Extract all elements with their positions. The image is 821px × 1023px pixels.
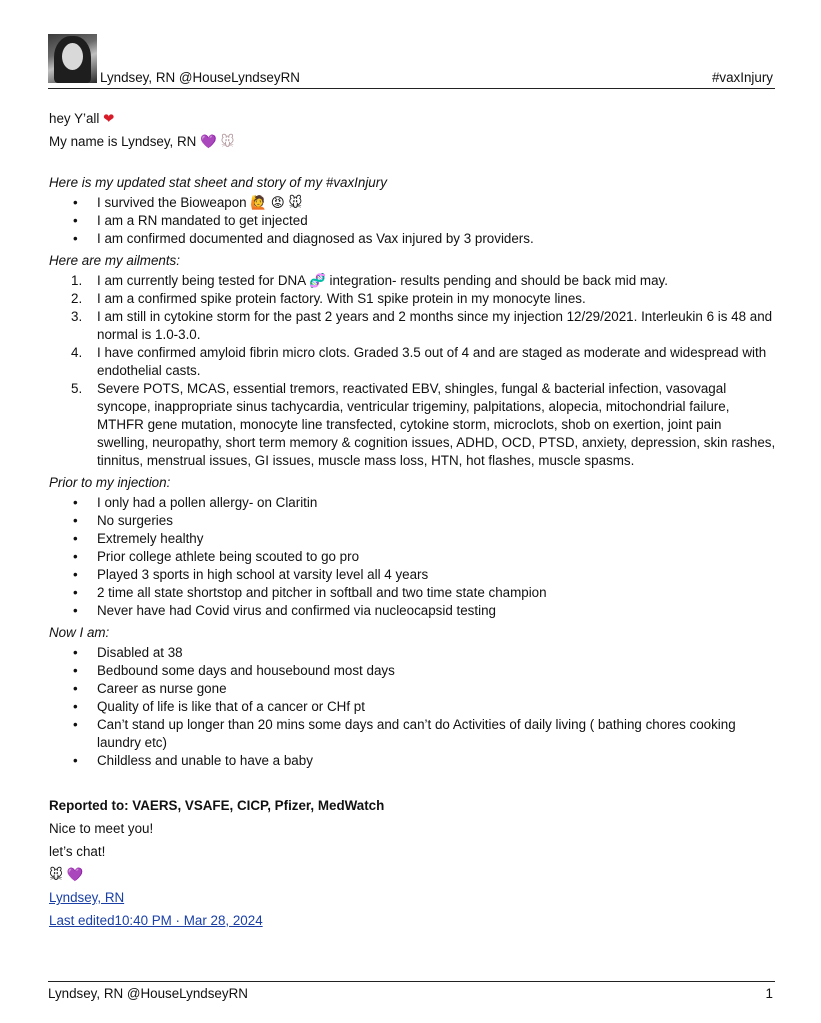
greeting-line: [49, 110, 776, 128]
header-hashtag: #vaxInjury: [711, 70, 773, 85]
list-item: [49, 584, 776, 602]
list-item: [49, 548, 776, 566]
list-item-text: I am a RN mandated to get injected: [97, 213, 308, 228]
numbered-item: [49, 380, 776, 470]
mouse-icon: 🐭: [220, 134, 235, 149]
bullet-icon: •: [73, 603, 78, 618]
prior-heading: Prior to my injection:: [49, 475, 171, 490]
list-item: [49, 602, 776, 620]
list-item: [49, 194, 776, 212]
list-item-text: 2 time all state shortstop and pitcher in softball and two time state champion: [97, 585, 547, 600]
name-line: [49, 133, 776, 151]
bullet-icon: •: [73, 231, 78, 246]
numbered-item: [49, 308, 776, 344]
ailments-list: [49, 272, 776, 470]
list-item: [49, 512, 776, 530]
sign-emoji-icon: 🐭 💜: [49, 867, 84, 882]
list-item: [49, 644, 776, 662]
list-item: [49, 530, 776, 548]
item-number: 5.: [71, 381, 83, 396]
emoji-group-icon: 🙋 😡 🐭: [250, 195, 303, 210]
list-item-text: Bedbound some days and housebound most days: [97, 663, 395, 678]
bullet-icon: •: [73, 717, 78, 732]
bullet-icon: •: [73, 645, 78, 660]
header-author: Lyndsey, RN @HouseLyndseyRN: [100, 70, 300, 85]
bullet-icon: •: [73, 213, 78, 228]
list-item: [49, 752, 776, 770]
list-item: [49, 212, 776, 230]
page-number: 1: [765, 986, 773, 1001]
list-item: [49, 716, 776, 752]
greeting-text: hey Y’all: [49, 111, 100, 126]
avatar: [48, 34, 97, 83]
document-body: [49, 110, 776, 930]
document-header: [48, 34, 775, 89]
list-item: [49, 680, 776, 698]
list-item-text: No surgeries: [97, 513, 173, 528]
bullet-icon: •: [73, 495, 78, 510]
bullet-icon: •: [73, 549, 78, 564]
item-text: I have confirmed amyloid fibrin micro clots. Graded 3.5 out of 4 and are staged as moderate and widespread with endothelial casts.: [97, 345, 767, 378]
bullet-icon: •: [73, 585, 78, 600]
footer-author: Lyndsey, RN @HouseLyndseyRN: [48, 986, 248, 1001]
list-item: [49, 230, 776, 248]
list-item-text: Can’t stand up longer than 20 mins some days and can’t do Activities of daily living ( bathing chores cooking laundry etc): [97, 717, 736, 750]
list-item: [49, 698, 776, 716]
list-item-text: Never have had Covid virus and confirmed via nucleocapsid testing: [97, 603, 496, 618]
bullet-icon: •: [73, 513, 78, 528]
list-item-text: I survived the Bioweapon: [97, 195, 247, 210]
stat-list: [49, 194, 776, 248]
bullet-icon: •: [73, 699, 78, 714]
bullet-icon: •: [73, 681, 78, 696]
numbered-item: [49, 344, 776, 380]
name-text: My name is Lyndsey, RN: [49, 134, 197, 149]
bullet-icon: •: [73, 663, 78, 678]
document-footer: [48, 981, 775, 1004]
list-item: [49, 662, 776, 680]
item-number: 3.: [71, 309, 83, 324]
nice-line: Nice to meet you!: [49, 821, 154, 836]
red-heart-icon: ❤: [103, 111, 115, 126]
numbered-item: [49, 290, 776, 308]
last-edited-link[interactable]: Last edited10:40 PM · Mar 28, 2024: [49, 913, 263, 928]
list-item-text: I am confirmed documented and diagnosed as Vax injured by 3 providers.: [97, 231, 534, 246]
stat-heading: Here is my updated stat sheet and story of my #vaxInjury: [49, 175, 387, 190]
reported-line: Reported to: VAERS, VSAFE, CICP, Pfizer, MedWatch: [49, 798, 385, 813]
bullet-icon: •: [73, 531, 78, 546]
now-list: [49, 644, 776, 770]
list-item: [49, 494, 776, 512]
list-item-text: Played 3 sports in high school at varsity level all 4 years: [97, 567, 429, 582]
list-item-text: Career as nurse gone: [97, 681, 227, 696]
item-text: I am still in cytokine storm for the past 2 years and 2 months since my injection 12/29/2021. Interleukin 6 is 48 and normal is 1.0-3.0.: [97, 309, 773, 342]
item-text: Severe POTS, MCAS, essential tremors, reactivated EBV, shingles, fungal & bacterial infection, vasovagal syncope, inappropriate sinus tachycardia, ventricular trigeminy, palpitations, alopecia, mitochondrial failure, MTHFR gene mutation, monocyte line transfected, cytokine storm, microclots, shob on exertion, joint pain swelling, neuropathy, short term memory & cognition issues, ADHD, OCD, PTSD, anxiety, depression, skin rashes, tinnitus, menstrual issues, GI issues, muscle mass loss, HTN, hot flashes, muscle spasms.: [97, 381, 776, 468]
item-number: 1.: [71, 273, 83, 288]
list-item-text: Childless and unable to have a baby: [97, 753, 313, 768]
list-item-text: Disabled at 38: [97, 645, 183, 660]
now-heading: Now I am:: [49, 625, 110, 640]
item-number: 4.: [71, 345, 83, 360]
bullet-icon: •: [73, 567, 78, 582]
list-item-text: I only had a pollen allergy- on Claritin: [97, 495, 318, 510]
item-number: 2.: [71, 291, 83, 306]
signature-link[interactable]: Lyndsey, RN: [49, 890, 125, 905]
avatar-face: [62, 43, 83, 70]
item-text: I am a confirmed spike protein factory. With S1 spike protein in my monocyte lines.: [97, 291, 586, 306]
list-item-text: Extremely healthy: [97, 531, 204, 546]
bullet-icon: •: [73, 753, 78, 768]
list-item: [49, 566, 776, 584]
numbered-item: [49, 272, 776, 290]
bullet-icon: •: [73, 195, 78, 210]
item-text: I am currently being tested for DNA 🧬 integration- results pending and should be back mid may.: [97, 273, 668, 288]
purple-heart-icon: 💜: [200, 134, 217, 149]
prior-list: [49, 494, 776, 620]
chat-line: let’s chat!: [49, 844, 106, 859]
ailments-heading: Here are my ailments:: [49, 253, 180, 268]
list-item-text: Prior college athlete being scouted to go pro: [97, 549, 360, 564]
list-item-text: Quality of life is like that of a cancer or CHf pt: [97, 699, 365, 714]
